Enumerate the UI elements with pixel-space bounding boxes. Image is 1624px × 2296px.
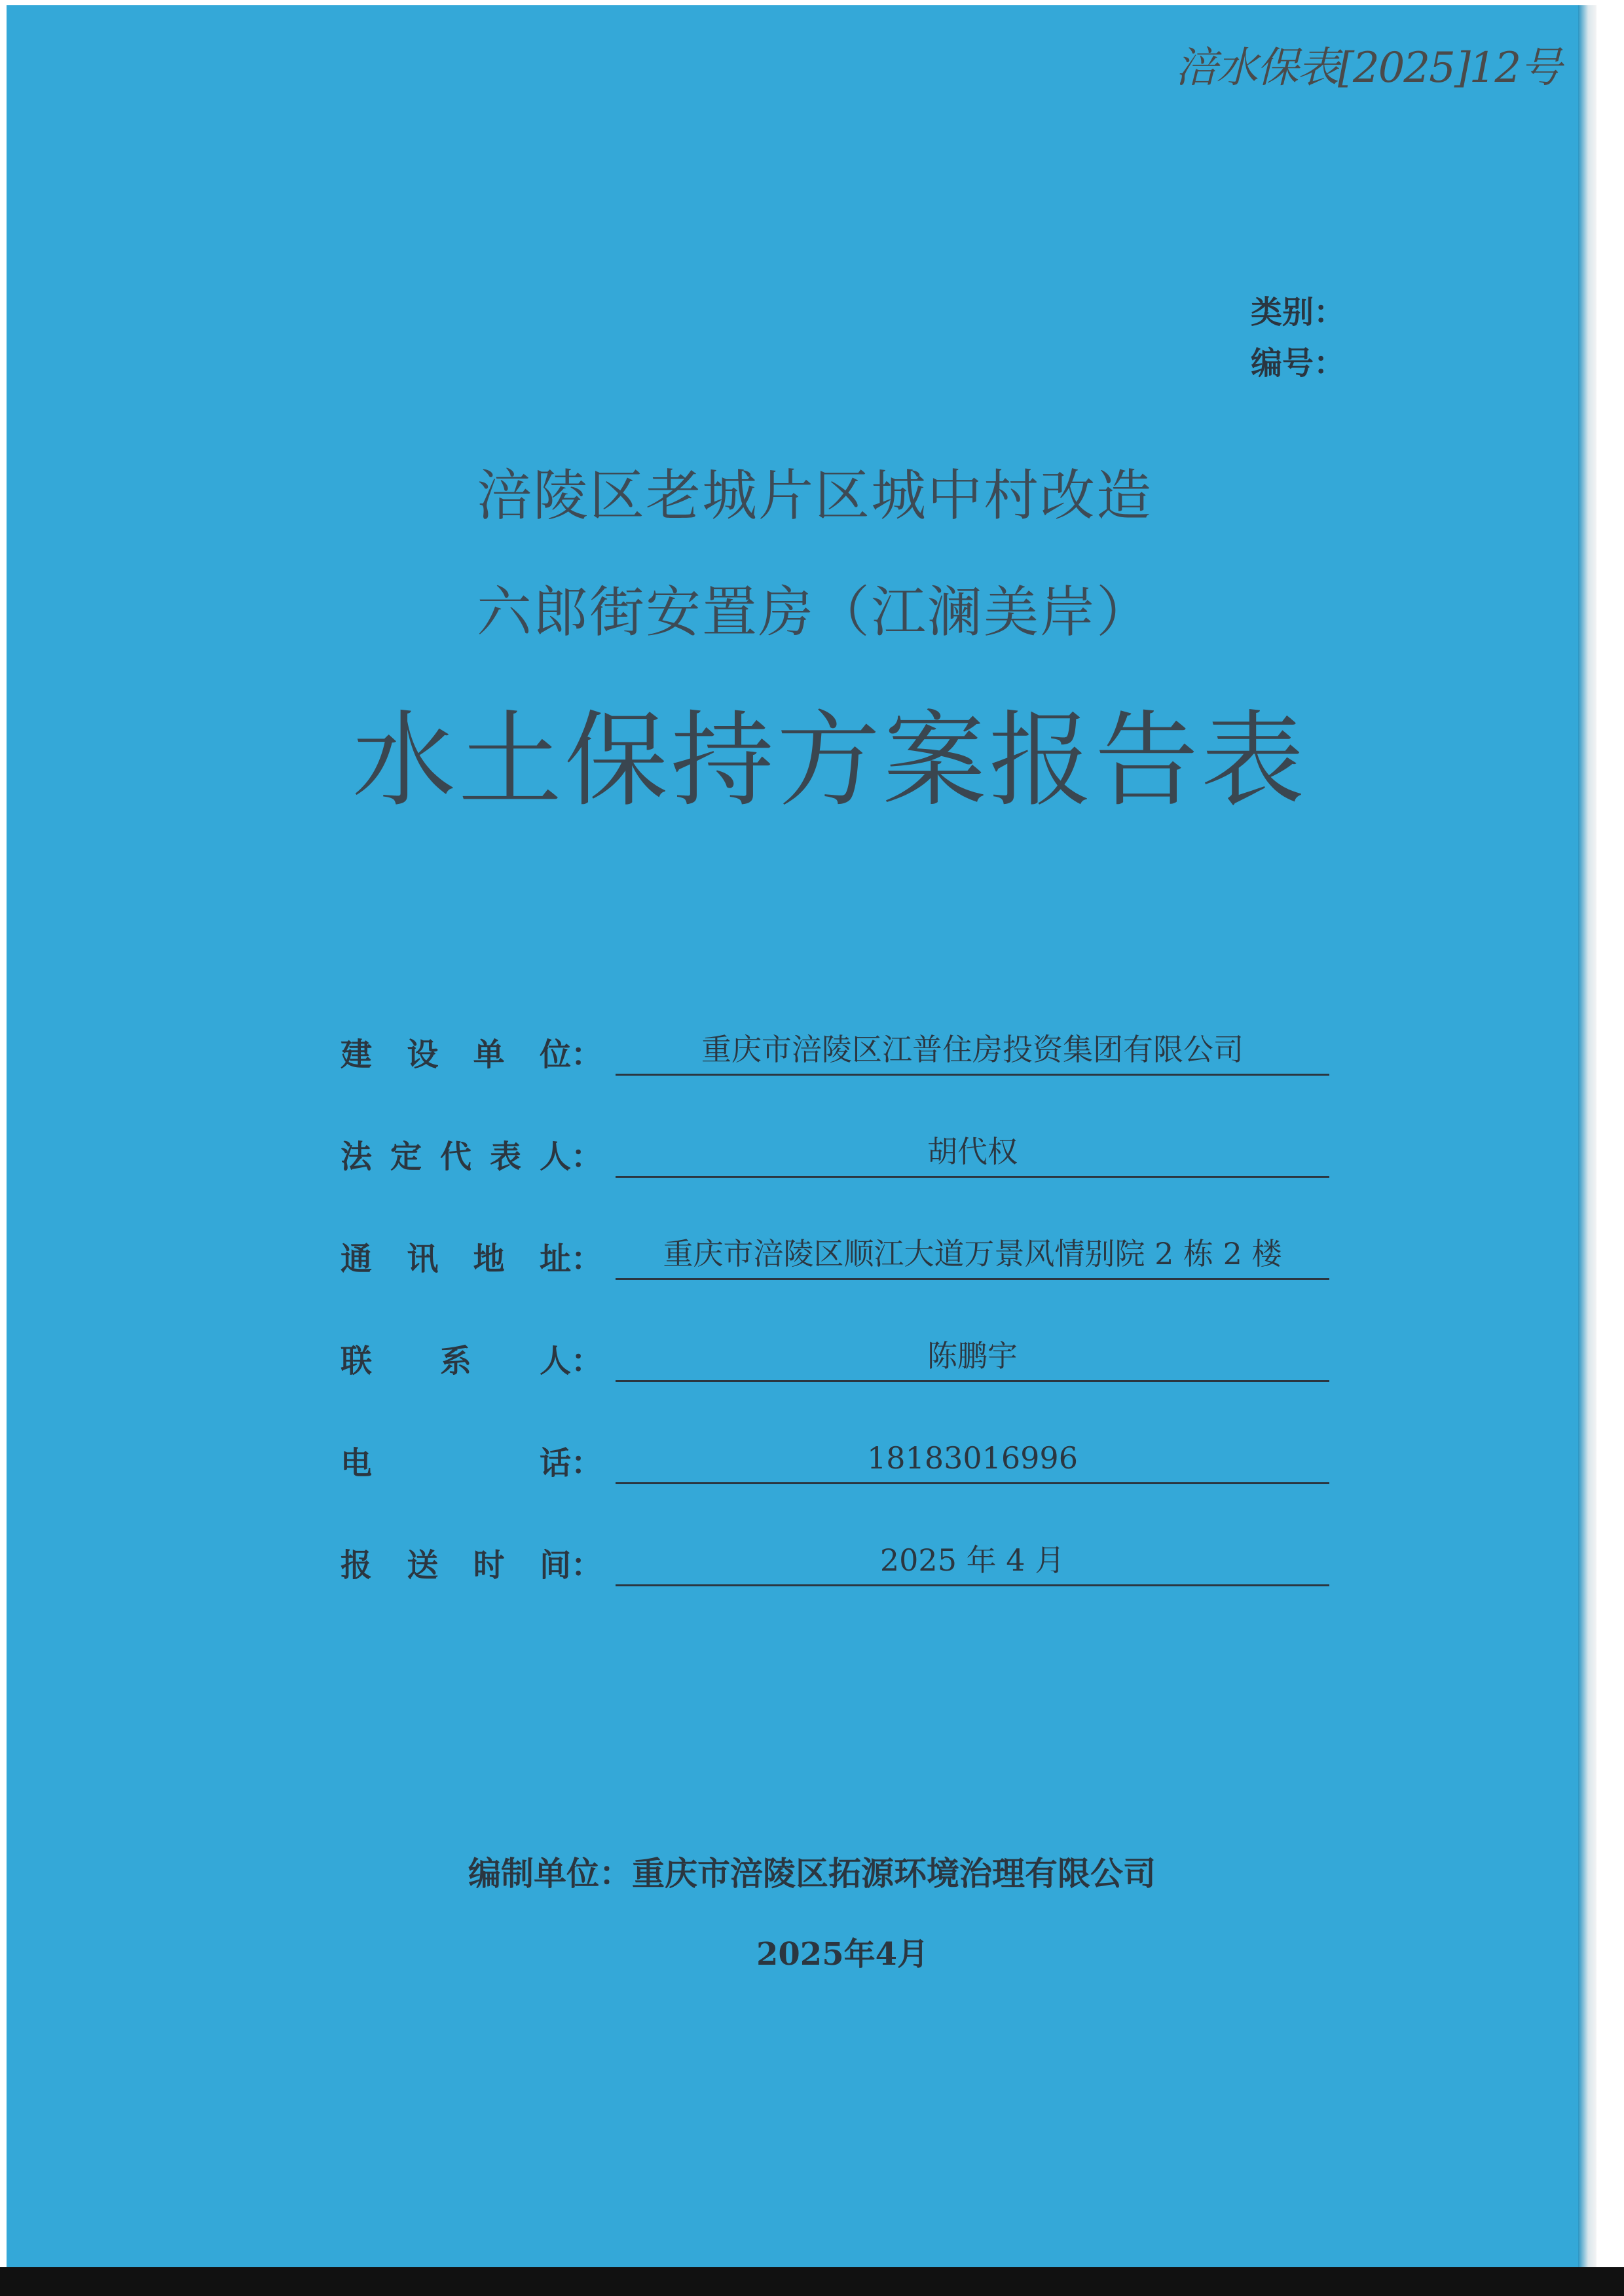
submission-date-value: 2025 年 4 月 xyxy=(616,1540,1329,1586)
address-value: 重庆市涪陵区顺江大道万景风情别院 2 栋 2 楼 xyxy=(616,1233,1329,1280)
phone-value: 18183016996 xyxy=(616,1438,1329,1484)
title-line-1: 涪陵区老城片区城中村改造 xyxy=(477,464,1153,528)
contact-value: 陈鹏宇 xyxy=(616,1336,1329,1382)
field-label: 联 系 人： xyxy=(341,1343,602,1379)
field-phone xyxy=(341,1438,1336,1490)
field-legal-representative xyxy=(341,1131,1336,1184)
field-address xyxy=(341,1233,1336,1286)
field-label: 通 讯 地 址： xyxy=(341,1241,602,1277)
field-label: 报 送 时 间： xyxy=(341,1547,602,1584)
field-submission-date xyxy=(341,1540,1336,1592)
compile-date: 2025年4月 xyxy=(756,1936,929,1973)
construction-unit-value: 重庆市涪陵区江普住房投资集团有限公司 xyxy=(616,1029,1329,1076)
field-label: 电 话： xyxy=(341,1445,602,1482)
field-construction-unit xyxy=(341,1029,1336,1082)
compiler-unit: 编制单位：重庆市涪陵区拓源环境治理有限公司 xyxy=(468,1855,1156,1893)
number-label: 编号： xyxy=(1251,345,1346,382)
legal-representative-value: 胡代权 xyxy=(616,1131,1329,1178)
category-label: 类别： xyxy=(1251,294,1346,331)
field-contact xyxy=(341,1336,1336,1388)
page-edge-right xyxy=(1578,5,1596,2267)
field-label: 建 设 单 位： xyxy=(341,1036,602,1073)
scan-border-bottom xyxy=(0,2267,1624,2296)
main-title: 水土保持方案报告表 xyxy=(352,701,1307,821)
title-line-2: 六郎街安置房（江澜美岸） xyxy=(477,580,1153,644)
field-label: 法 定 代 表 人： xyxy=(341,1139,602,1175)
handwritten-file-number: 涪水保表[2025]12号 xyxy=(1175,44,1561,92)
